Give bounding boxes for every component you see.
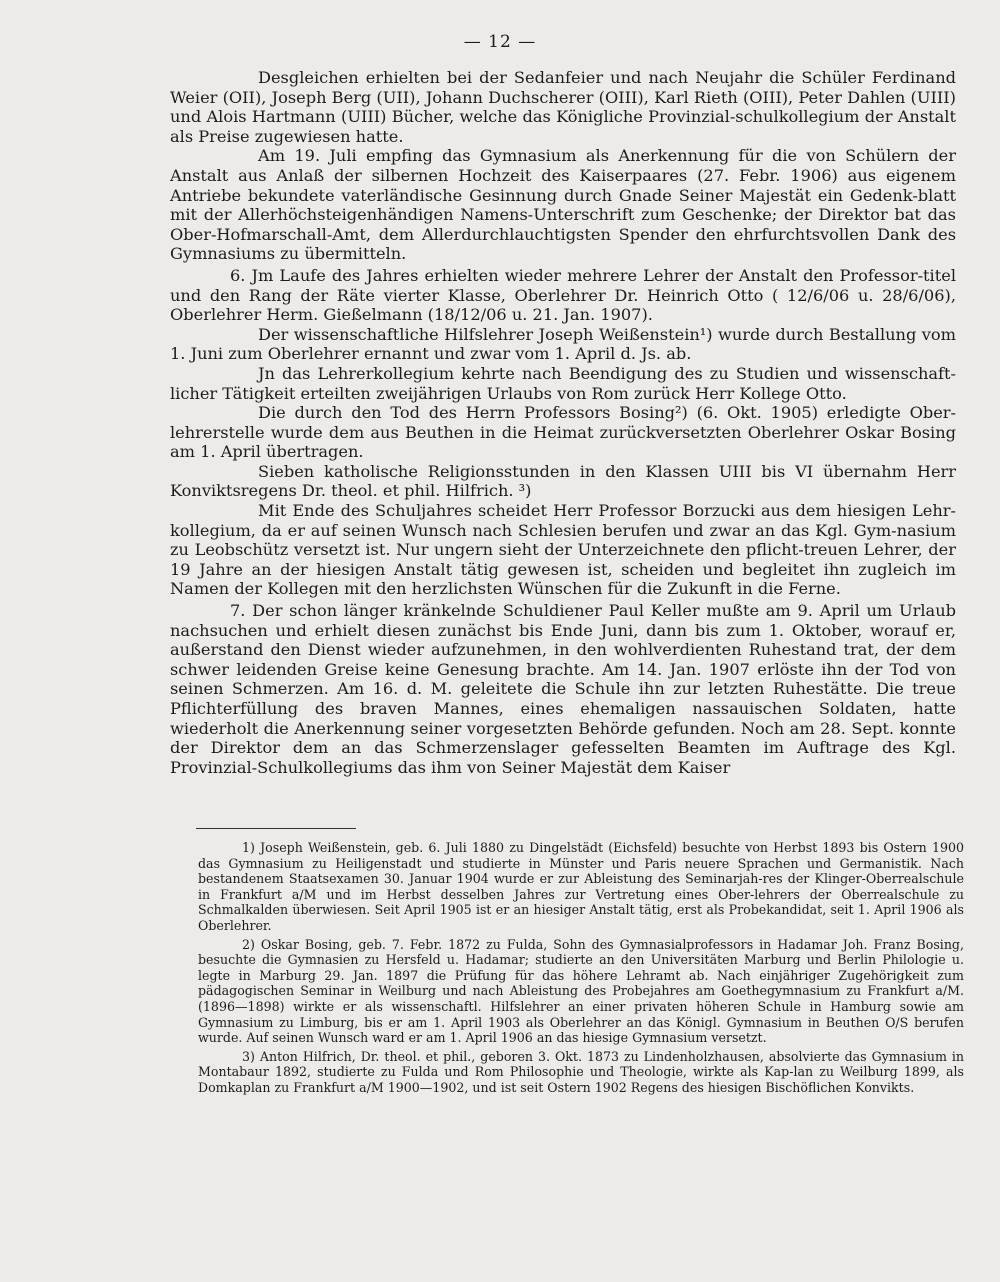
footnote-3: 3) Anton Hilfrich, Dr. theol. et phil., geboren 3. Okt. 1873 zu Lindenholzhausen, absolvierte das Gymnasium in Montabaur 1892, studierte zu Fulda und Rom Philosophie und Theologie, wirkte als Kap-lan zu Weilburg 1899, als Domkaplan zu Frankfurt a/M 1900—1902, und ist seit Ostern 1902 Regens des hiesigen Bischöflichen Konvikts. bbox=[198, 1048, 964, 1095]
paragraph-professor-titles: 6. Jm Laufe des Jahres erhielten wieder mehrere Lehrer der Anstalt den Professor-titel und den Rang der Räte vierter Klasse, Oberlehrer Dr. Heinrich Otto ( 12/6/06 u. 28/6/06), Oberlehrer Herm. Gießelmann (18/12/06 u. 21. Jan. 1907). bbox=[170, 265, 956, 325]
paragraph-hilfrich: Sieben katholische Religionsstunden in den Klassen UIII bis VI übernahm Herr Konviktsregens Dr. theol. et phil. Hilfrich. ³) bbox=[170, 461, 956, 501]
paragraph-otto-return: Jn das Lehrerkollegium kehrte nach Beendigung des zu Studien und wissenschaft-licher Tätigkeit erteilten zweijährigen Urlaubs von Rom zurück Herr Kollege Otto. bbox=[170, 363, 956, 403]
paragraph-weissenstein: Der wissenschaftliche Hilfslehrer Joseph Weißenstein¹) wurde durch Bestallung vom 1. Juni zum Oberlehrer ernannt und zwar vom 1. April d. Js. ab. bbox=[170, 324, 956, 364]
paragraph-prizes: Desgleichen erhielten bei der Sedanfeier und nach Neujahr die Schüler Ferdinand Weier (OII), Joseph Berg (UII), Johann Duchscherer (OIII), Karl Rieth (OIII), Peter Dahlen (UIII) und Alois Hartmann (UIII) Bücher, welche das Königliche Provinzial-schulkollegium der Anstalt als Preise zugewiesen hatte. bbox=[170, 68, 956, 146]
paragraph-schuldiener-keller: 7. Der schon länger kränkelnde Schuldiener Paul Keller mußte am 9. April um Urlaub nachsuchen und erhielt diesen zunächst bis Ende Juni, dann bis zum 1. Oktober, worauf er, außerstand den Dienst wieder aufzunehmen, in den wohlverdienten Ruhestand trat, der dem schwer leidenden Greise keine Genesung brachte. Am 14. Jan. 1907 erlöste ihn der Tod von seinen Schmerzen. Am 16. d. M. geleitete die Schule ihn zur letzten Ruhestätte. Die treue Pflichterfüllung des braven Mannes, eines ehemaligen nassauischen Soldaten, hatte wiederholt die Anerkennung seiner vorgesetzten Behörde gefunden. Noch am 28. Sept. konnte der Direktor dem an das Schmerzenslager gefesselten Beamten im Auftrage des Kgl. Provinzial-Schulkollegiums das ihm von Seiner Majestät dem Kaiser bbox=[170, 601, 956, 777]
footnote-divider bbox=[196, 828, 356, 829]
paragraph-borzucki: Mit Ende des Schuljahres scheidet Herr Professor Borzucki aus dem hiesigen Lehr-kollegium, da er auf seinen Wunsch nach Schlesien berufen und zwar an das Kgl. Gym-nasium zu Leobschütz versetzt ist. Nur ungern sieht der Unterzeichnete den pflicht-treuen Lehrer, der 19 Jahre an der hiesigen Anstalt tätig gewesen ist, scheiden und begleitet ihn zugleich im Namen der Kollegen mit den herzlichsten Wünschen für die Zukunft in die Ferne. bbox=[170, 501, 956, 599]
page-number: — 12 — bbox=[463, 32, 537, 52]
paragraph-bosing: Die durch den Tod des Herrn Professors Bosing²) (6. Okt. 1905) erledigte Ober-lehrerstelle wurde dem aus Beuthen in die Heimat zurückversetzten Oberlehrer Oskar Bosing am 1. April übertragen. bbox=[170, 403, 956, 462]
footnote-2: 2) Oskar Bosing, geb. 7. Febr. 1872 zu Fulda, Sohn des Gymnasialprofessors in Hadamar Joh. Franz Bosing, besuchte die Gymnasien zu Hersfeld u. Hadamar; studierte an den Universitäten Marburg und Berlin Philologie u. legte in Marburg 29. Jan. 1897 die Prüfung für das höhere Lehramt ab. Nach einjähriger Zugehörigkeit zum pädagogischen Seminar in Weilburg und nach Ableistung des Probejahres am Goethegymnasium zu Frankfurt a/M. (1896—1898) wirkte er als wissenschaftl. Hilfslehrer an einer privaten höheren Schule in Hamburg sowie am Gymnasium zu Limburg, bis er am 1. April 1903 als Oberlehrer an das Königl. Gymnasium in Beuthen O/S berufen wurde. Auf seinen Wunsch ward er am 1. April 1906 an das hiesige Gymnasium versetzt. bbox=[198, 936, 964, 1046]
paragraph-gedenkblatt: Am 19. Juli empfing das Gymnasium als Anerkennung für die von Schülern der Anstalt aus Anlaß der silbernen Hochzeit des Kaiserpaares (27. Febr. 1906) aus eigenem Antriebe bekundete vaterländische Gesinnung durch Gnade Seiner Majestät ein Gedenk-blatt mit der Allerhöchsteigenhändigen Namens-Unterschrift zum Geschenke; der Direktor bat das Ober-Hofmarschall-Amt, dem Allerdurchlauchtigsten Spender den ehrfurchtsvollen Dank des Gymnasiums zu übermitteln. bbox=[170, 146, 956, 264]
main-text bbox=[170, 68, 956, 777]
footnote-1: 1) Joseph Weißenstein, geb. 6. Juli 1880 zu Dingelstädt (Eichsfeld) besuchte von Herbst 1893 bis Ostern 1900 das Gymnasium zu Heiligenstadt und studierte in Münster und Paris neuere Sprachen und Germanistik. Nach bestandenem Staatsexamen 30. Januar 1904 wurde er zur Ableistung des Seminarjah-res der Klinger-Oberrealschule in Frankfurt a/M und im Herbst desselben Jahres zur Vertretung eines Ober-lehrers der Oberrealschule zu Schmalkalden überwiesen. Seit April 1905 ist er an hiesiger Anstalt tätig, erst als Probekandidat, seit 1. April 1906 als Oberlehrer. bbox=[198, 840, 964, 933]
footnotes bbox=[198, 840, 964, 1099]
